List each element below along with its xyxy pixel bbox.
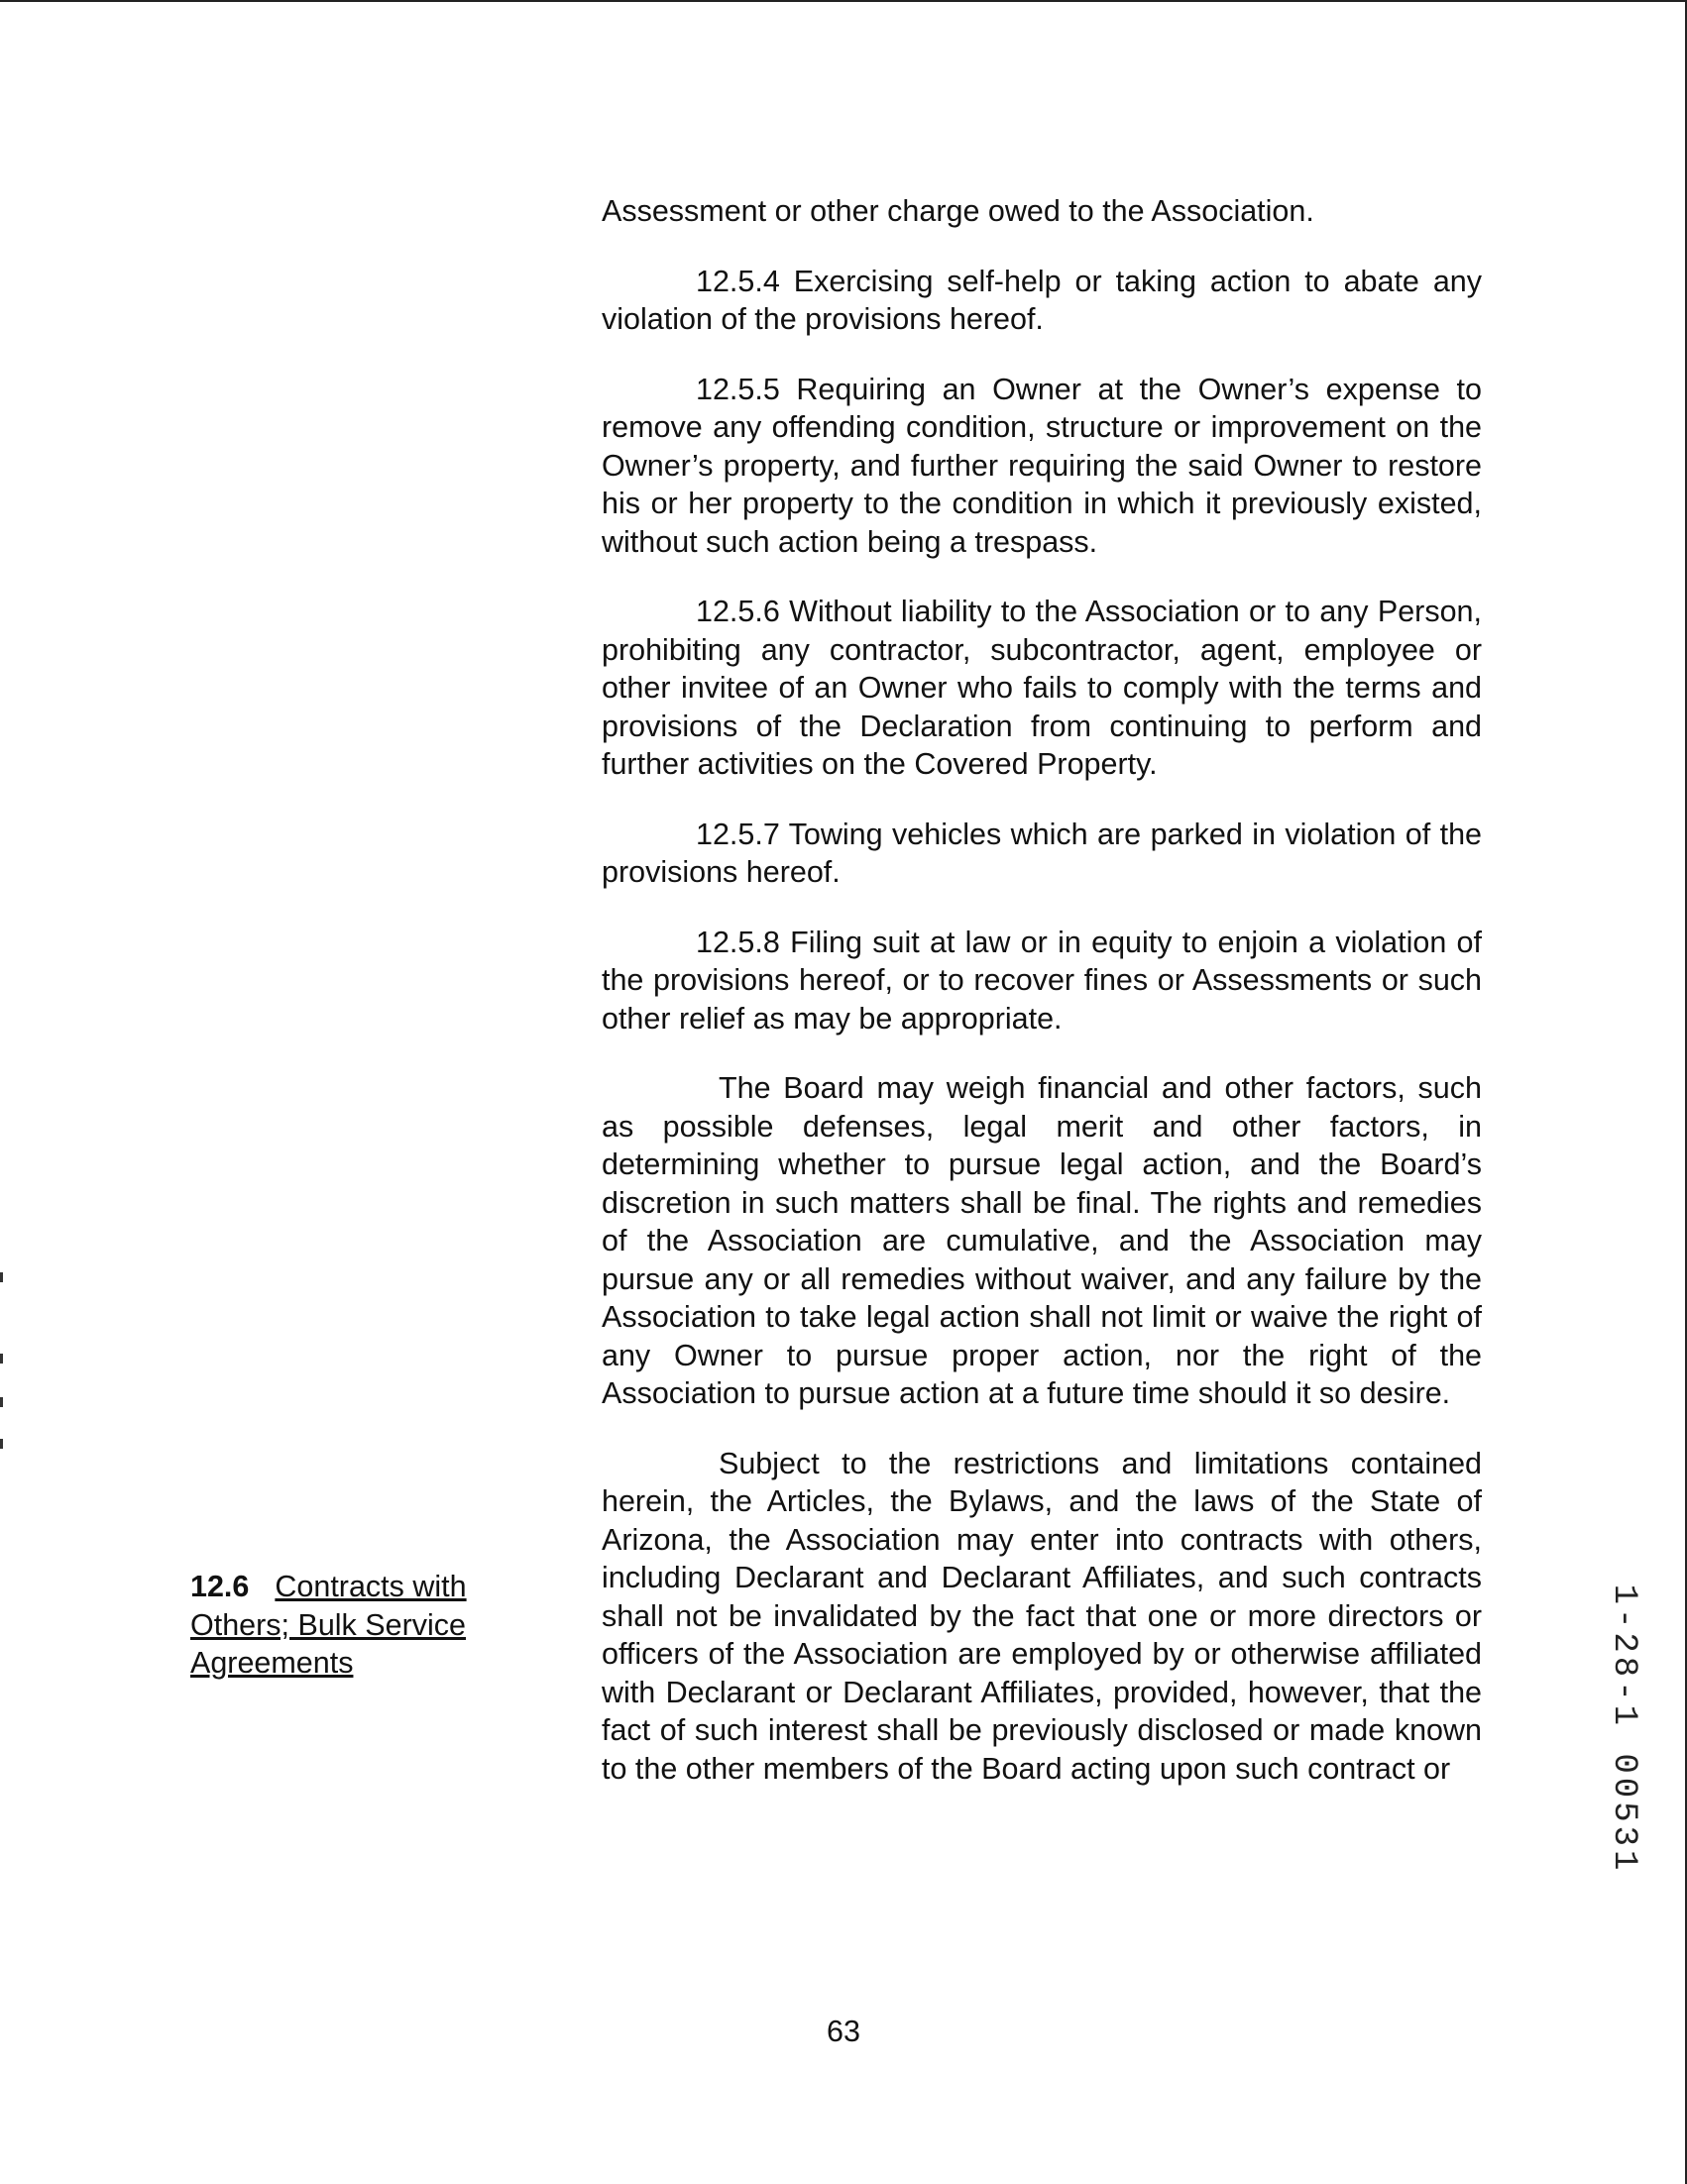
paragraph-12-5-8: 12.5.8 Filing suit at law or in equity to enjoin a violation of the provisions hereof, or to recover fines or Assessments or such other relief as may be appropriate. [602,925,1482,1036]
paragraph-12-5-6: 12.5.6 Without liability to the Association or to any Person, prohibiting any contractor, subcontractor, agent, employee or other invitee of an Owner who fails to comply with the terms and provisions of the Declaration from continuing to perform and further activities on the Covered Property. [602,595,1482,781]
scan-mark [0,1354,3,1364]
scan-mark [0,1439,3,1449]
scan-mark [0,1397,3,1407]
paragraph-continuation: Assessment or other charge owed to the Association. [602,194,1314,228]
margin-stamp-text: 1-28-1 00531 [1605,1583,1642,1875]
section-title: Contracts with Others; Bulk Service Agreements [190,1570,467,1680]
paragraph-board-discretion: The Board may weigh financial and other factors, such as possible defenses, legal merit and other factors, in determining whether to pursue legal action, and the Board’s discretion in such matters shall be final. The rights and remedies of the Association are cumulative, and the Association may pursue any or all remedies without waiver, and any failure by the Association to take legal action shall not limit or waive the right of any Owner to pursue proper action, nor the right of the Association to pursue action at a future time should it so desire. [602,1071,1482,1410]
margin-stamp [1604,1583,1643,1875]
paragraph-12-5-4: 12.5.4 Exercising self-help or taking action to abate any violation of the provisions hereof. [602,264,1482,336]
document-body [602,192,1482,1788]
paragraph-12-6-body: Subject to the restrictions and limitations contained herein, the Articles, the Bylaws, and the laws of the State of Arizona, the Association may enter into contracts with others, including Declarant and Declarant Affiliates, and such contracts shall not be invalidated by the fact that one or more directors or officers of the Association are employed by or otherwise affiliated with Declarant or Declarant Affiliates, provided, however, that the fact of such interest shall be previously disclosed or made known to the other members of the Board acting upon such contract or [602,1446,1482,1786]
paragraph-12-5-7: 12.5.7 Towing vehicles which are parked in violation of the provisions hereof. [602,817,1482,889]
section-heading-12-6 [190,1568,527,1683]
scan-mark [0,1272,3,1282]
paragraph-12-5-5: 12.5.5 Requiring an Owner at the Owner’s expense to remove any offending condition, structure or improvement on the Owner’s property, and further requiring the said Owner to restore his or her property to the condition in which it previously existed, without such action being a trespass. [602,372,1482,559]
page-number: 63 [827,2015,860,2048]
section-number: 12.6 [190,1570,250,1603]
page-top-border [0,0,1687,2]
